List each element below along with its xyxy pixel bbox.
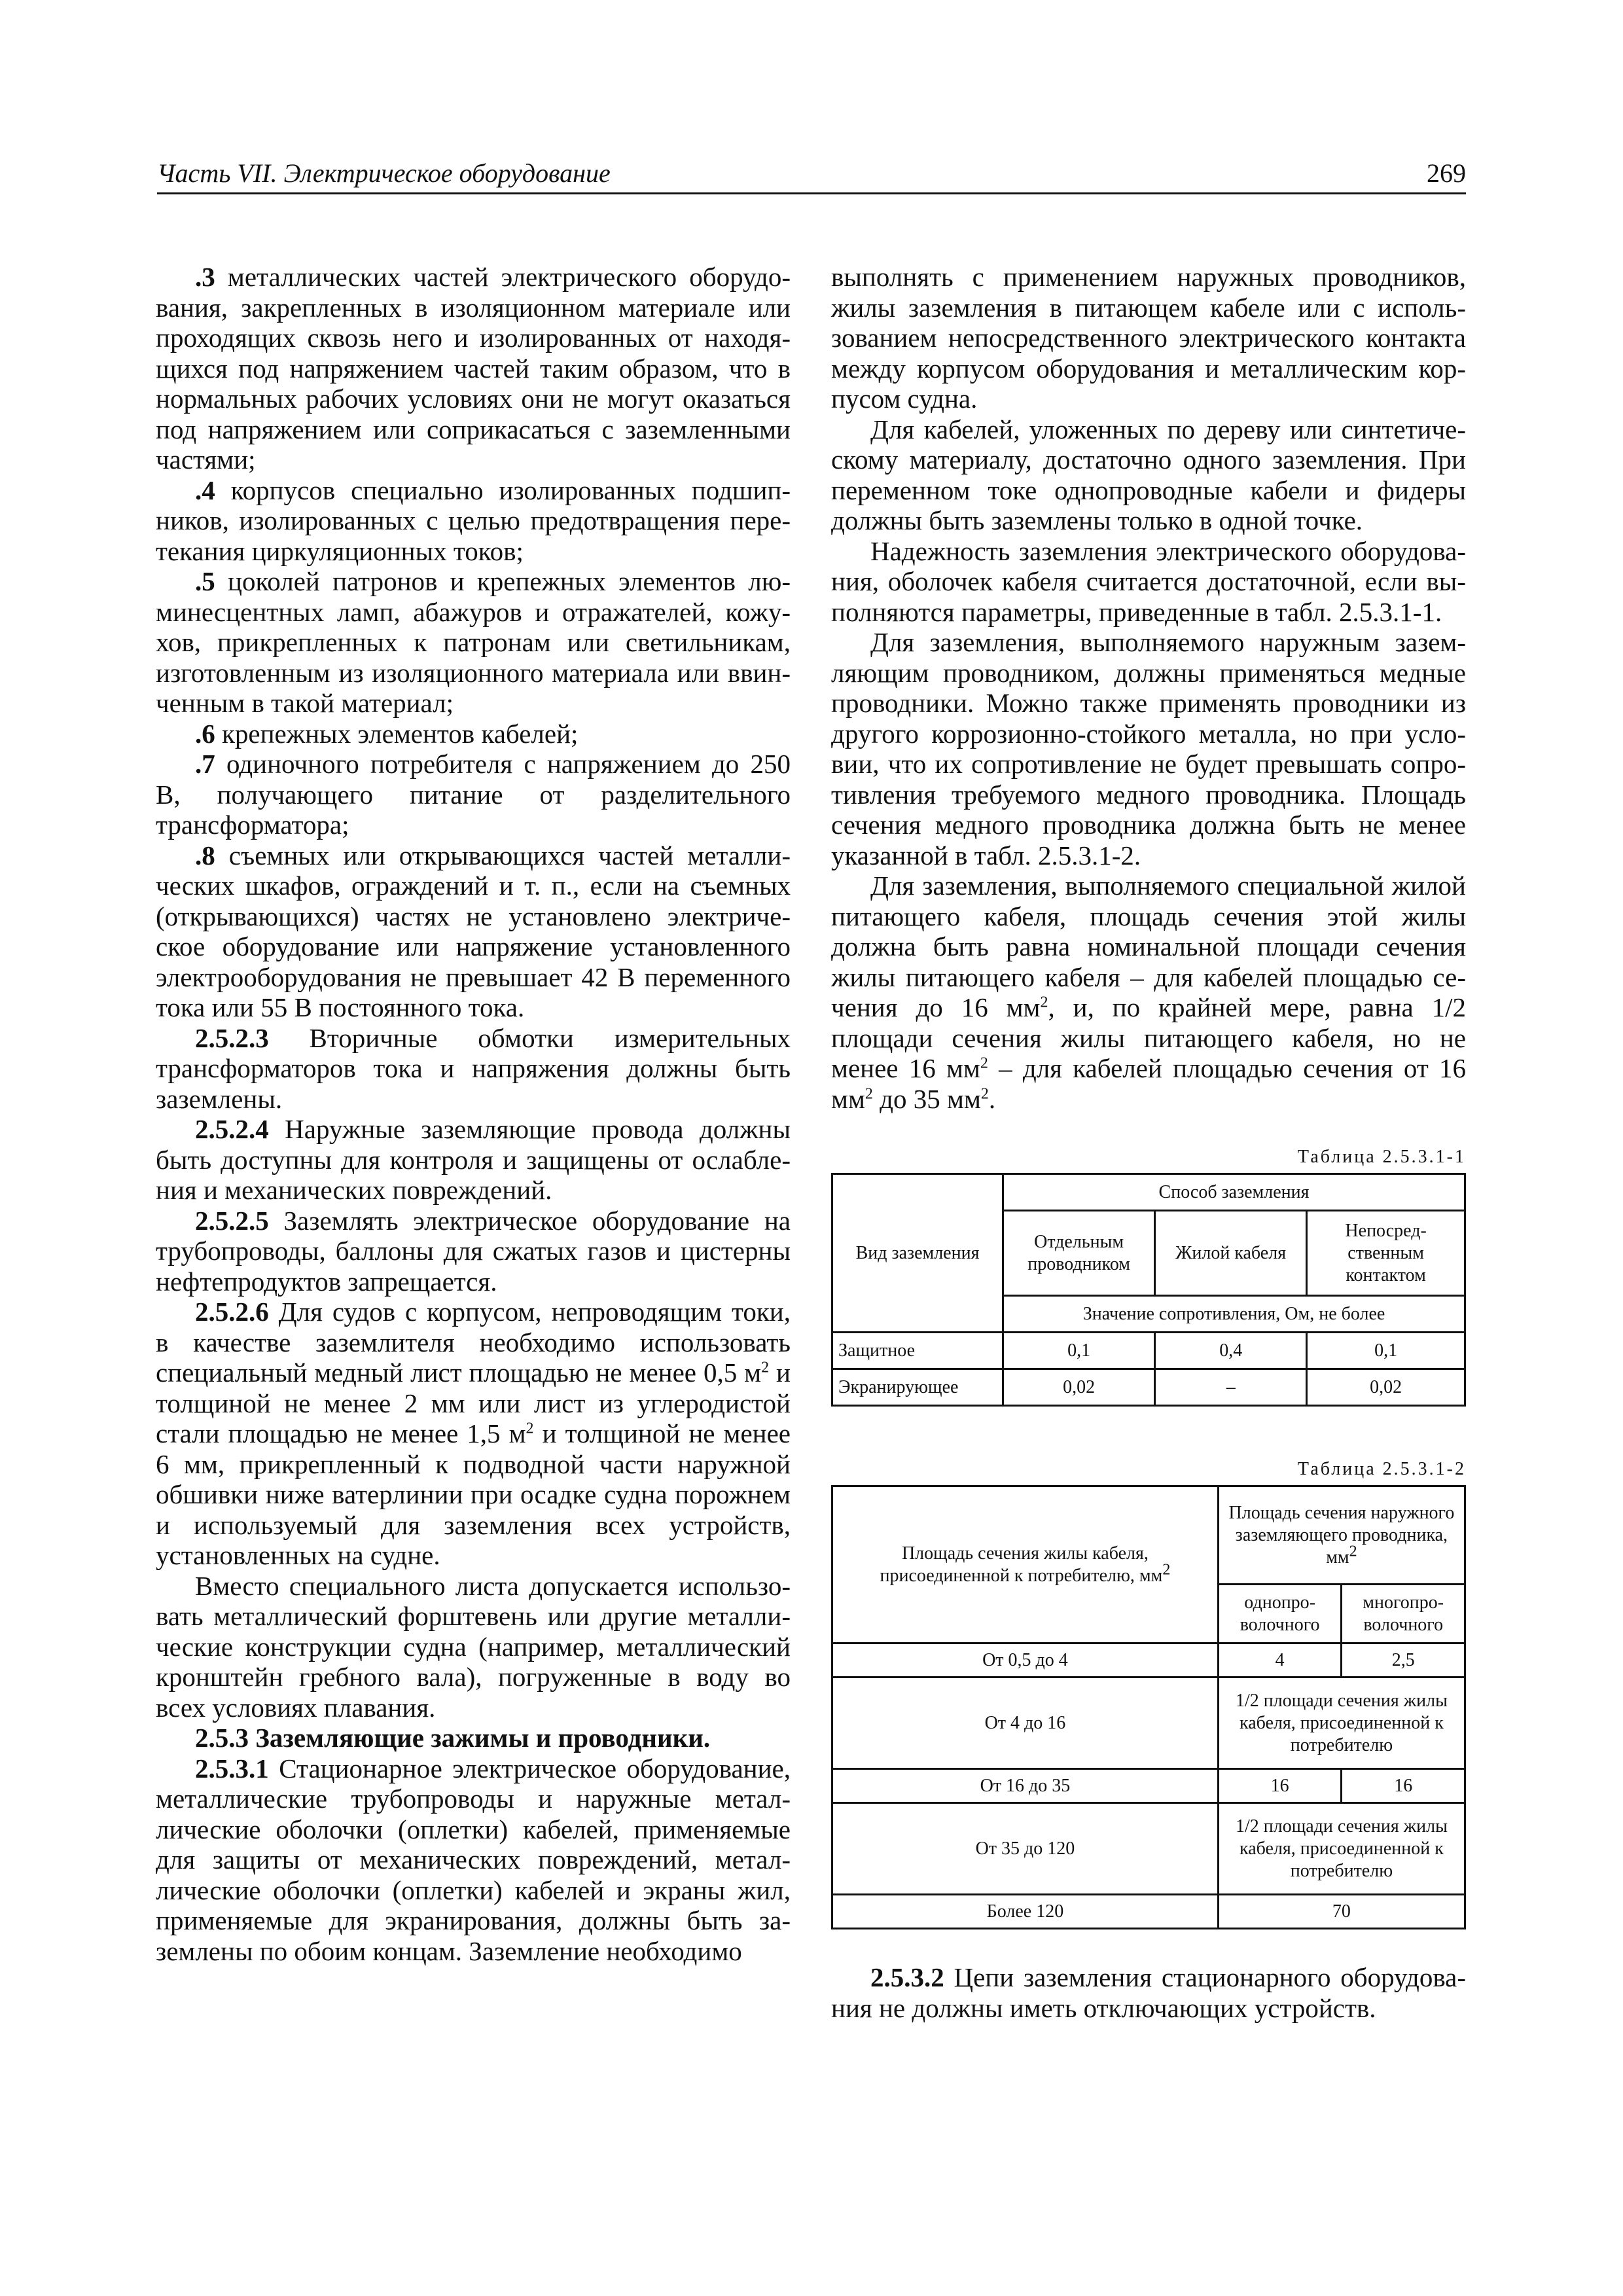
paragraph-text: Стационарное электрическое оборудование, металлические трубопроводы и наружные металлические оболочки (оплетки) кабелей, применяемые для защиты от механических повреждений, металлические оболочки (оплетки) кабелей и экраны жил, применяемые для экранирования, должны быть заземлены по обоим концам. Заземление необходимо	[156, 1753, 791, 1966]
paragraph-text: съемных или открывающихся частей металлических шкафов, ограждений и т. п., если на съемных (открывающихся) частях не установлено электрическое оборудование или напряжение установленного электрооборудования не превышает 42 В переменного тока или 55 В постоянного тока.	[156, 840, 791, 1022]
paragraph	[156, 1297, 791, 1571]
header-direct: Непосредственным контактом	[1307, 1211, 1465, 1296]
header-external-area	[1218, 1486, 1465, 1585]
table-cell: От 4 до 16	[832, 1677, 1219, 1769]
paragraph-text: и толщиной не менее 6 мм, прикрепленный к подводной части наружной обшивки ниже ватерлинии при осадке судна порожнем и используемый для заземления всех устройств, установленных на судне.	[156, 1418, 791, 1570]
paragraph-text: одиночного потребителя с напряжением до 250 В, получающего питание от разделительного трансформатора;	[156, 749, 791, 840]
paragraph-text: Заземлять электрическое оборудование на трубопроводы, баллоны для сжатых газов и цистерны нефтепродуктов запрещается.	[156, 1205, 791, 1297]
paragraph-text: Для заземления, выполняемого специальной жилой питающего кабеля, площадь сечения этой жилы должна быть равна номинальной площади сечения жилы питающего кабеля – для кабелей площадью сечения до 16 мм	[831, 870, 1466, 1022]
table-cell: 4	[1218, 1643, 1342, 1677]
table-cell: 2,5	[1342, 1643, 1465, 1677]
right-column	[831, 262, 1466, 2023]
page-number: 269	[1427, 158, 1466, 188]
table-cell: 0,02	[1307, 1369, 1465, 1406]
table-cell: От 35 до 120	[832, 1803, 1219, 1895]
table-cell: От 16 до 35	[832, 1769, 1219, 1803]
value-note: Значение сопротивления, Ом, не более	[1003, 1296, 1465, 1333]
paragraph-text: крепежных элементов кабелей;	[215, 718, 579, 749]
table-cell: Защитное	[832, 1333, 1003, 1369]
clause-number: 2.5.2.4	[195, 1114, 269, 1144]
table-caption: Таблица 2.5.3.1-2	[1297, 1459, 1466, 1479]
clause-number: 2.5.3.1	[195, 1753, 269, 1784]
paragraph: Для кабелей, уложенных по дереву или синтетическому материалу, достаточно одного заземления. При переменном токе однопроводные кабели и фидеры должны быть заземлены только в одной точке.	[831, 414, 1466, 535]
table-cell: 0,1	[1003, 1333, 1155, 1369]
header-single-wire: однопроволочного	[1218, 1585, 1342, 1643]
paragraph-text: цоколей патронов и крепежных элементов люминесцентных ламп, абажуров и отражателей, кожухов, прикрепленных к патронам или светильникам, изготовленным из изоляционного материала или ввинченным в такой материал;	[156, 566, 791, 718]
superscript: 2	[980, 1054, 988, 1072]
superscript: 2	[1349, 1543, 1357, 1560]
table-cell: 1/2 площади сечения жилы кабеля, присоединенной к потребителю	[1218, 1803, 1465, 1895]
paragraph-text: Вторичные обмотки измерительных трансформаторов тока и напряжения должны быть заземлены.	[156, 1022, 791, 1114]
table-cell: От 0,5 до 4	[832, 1643, 1219, 1677]
header-kind: Вид заземления	[832, 1174, 1003, 1333]
superscript: 2	[526, 1420, 534, 1437]
table-row	[832, 1369, 1465, 1406]
clause-number: 2.5.2.3	[195, 1022, 269, 1053]
paragraph: Вместо специального листа допускается использовать металлический форштевень или другие металлические конструкции судна (например, металлический кронштейн гребного вала), погруженные в воду во всех условиях плавания.	[156, 1570, 791, 1723]
paragraph	[156, 475, 791, 567]
item-number: .7	[195, 749, 215, 779]
paragraph: Для заземления, выполняемого наружным заземляющим проводником, должны применяться медные проводники. Можно также применять проводники из другого коррозионно-стойкого металла, но при условии, что их сопротивление не будет превышать сопротивления требуемого медного проводника. Площадь сечения медного проводника должна быть не менее указанной в табл. 2.5.3.1-2.	[831, 627, 1466, 870]
paragraph-text: , и, по крайней мере, равна 1/2 площади сечения жилы питающего кабеля, но не менее 16 мм	[831, 992, 1467, 1083]
table-cell: –	[1155, 1369, 1307, 1406]
table-cell: 16	[1218, 1769, 1342, 1803]
paragraph-text: корпусов специально изолированных подшипников, изолированных с целью предотвращения перетекания циркуляционных токов;	[156, 475, 791, 566]
paragraph	[156, 1114, 791, 1206]
left-column	[156, 262, 791, 1966]
item-number: .5	[195, 566, 215, 596]
table-cell: Более 120	[832, 1895, 1219, 1929]
table-cell: 70	[1218, 1895, 1465, 1929]
paragraph	[831, 870, 1466, 1114]
table-row	[832, 1769, 1465, 1803]
cross-section-table	[831, 1485, 1466, 1929]
header-core: Жилой кабеля	[1155, 1211, 1307, 1296]
table-row	[832, 1333, 1465, 1369]
table-cell: Экранирующее	[832, 1369, 1003, 1406]
table-row	[832, 1895, 1465, 1929]
item-number: .6	[195, 718, 215, 749]
resistance-table	[831, 1173, 1466, 1407]
header-method: Способ заземления	[1003, 1174, 1465, 1211]
superscript: 2	[1162, 1561, 1171, 1579]
header-text: Площадь сечения жилы кабеля, присоединенной к потребителю, мм	[880, 1543, 1163, 1586]
paragraph-text: Для судов с корпусом, непроводящим токи, в качестве заземлителя необходимо использовать специальный медный лист площадью не менее 0,5 м	[156, 1297, 791, 1388]
header-multi-wire: многопроволочного	[1342, 1585, 1465, 1643]
header-separate: Отдельным проводником	[1003, 1211, 1155, 1296]
table-row	[832, 1677, 1465, 1769]
table-cell: 0,1	[1307, 1333, 1465, 1369]
header-cable-area	[832, 1486, 1219, 1643]
clause-number: 2.5.2.5	[195, 1205, 269, 1236]
paragraph: Надежность заземления электрического оборудования, оболочек кабеля считается достаточной, если выполняются параметры, приведенные в табл. 2.5.3.1-1.	[831, 535, 1466, 627]
table-cell: 0,02	[1003, 1369, 1155, 1406]
table-cell: 1/2 площади сечения жилы кабеля, присоединенной к потребителю	[1218, 1677, 1465, 1769]
superscript: 2	[865, 1085, 873, 1102]
paragraph-text: Наружные заземляющие провода должны быть доступны для контроля и защищены от ослабления и механических повреждений.	[156, 1114, 791, 1205]
paragraph	[156, 1206, 791, 1297]
clause-number: 2.5.3.2	[870, 1962, 944, 1992]
paragraph-text: и толщиной не менее 2 мм или лист из углеродистой стали площадью не менее 1,5 м	[156, 1357, 791, 1448]
paragraph	[156, 719, 791, 749]
superscript: 2	[1040, 994, 1048, 1011]
header-title: Часть VII. Электрическое оборудование	[157, 158, 611, 188]
superscript: 2	[980, 1085, 989, 1102]
paragraph	[156, 566, 791, 719]
section-title: 2.5.3 Заземляющие зажимы и проводники.	[195, 1723, 711, 1753]
item-number: .3	[195, 262, 215, 292]
paragraph	[156, 1753, 791, 1967]
clause-number: 2.5.2.6	[195, 1297, 269, 1327]
running-header	[157, 156, 1466, 194]
paragraph	[831, 1962, 1466, 2023]
table-cell: 0,4	[1155, 1333, 1307, 1369]
table-caption: Таблица 2.5.3.1-1	[1297, 1147, 1466, 1167]
paragraph-text: металлических частей электрического оборудования, закрепленных в изоляционном материале или проходящих сквозь него и изолированных от находящихся под напряжением частей таким образом, что в нормальных рабочих условиях они не могут оказаться под напряжением или соприкасаться с заземленными частями;	[156, 262, 791, 475]
paragraph	[156, 262, 791, 475]
paragraph-text: Цепи заземления стационарного оборудования не должны иметь отключающих устройств.	[831, 1962, 1466, 2023]
paragraph-text: до 35 мм	[872, 1083, 981, 1114]
paragraph-text: – для кабелей площадью сечения от 16 мм	[831, 1053, 1466, 1114]
paragraph	[156, 840, 791, 1023]
paragraph: выполнять с применением наружных проводников, жилы заземления в питающем кабеле или с использованием непосредственного электрического контакта между корпусом оборудования и металлическим корпусом судна.	[831, 262, 1466, 414]
superscript: 2	[761, 1359, 770, 1376]
table-cell: 16	[1342, 1769, 1465, 1803]
item-number: .8	[195, 840, 215, 870]
paragraph-text: .	[988, 1083, 996, 1114]
paragraph	[156, 1023, 791, 1115]
table-row	[832, 1643, 1465, 1677]
header-text: Площадь сечения наружного заземляющего проводника, мм	[1228, 1502, 1455, 1568]
table-row	[832, 1803, 1465, 1895]
item-number: .4	[195, 475, 215, 505]
paragraph	[156, 749, 791, 840]
